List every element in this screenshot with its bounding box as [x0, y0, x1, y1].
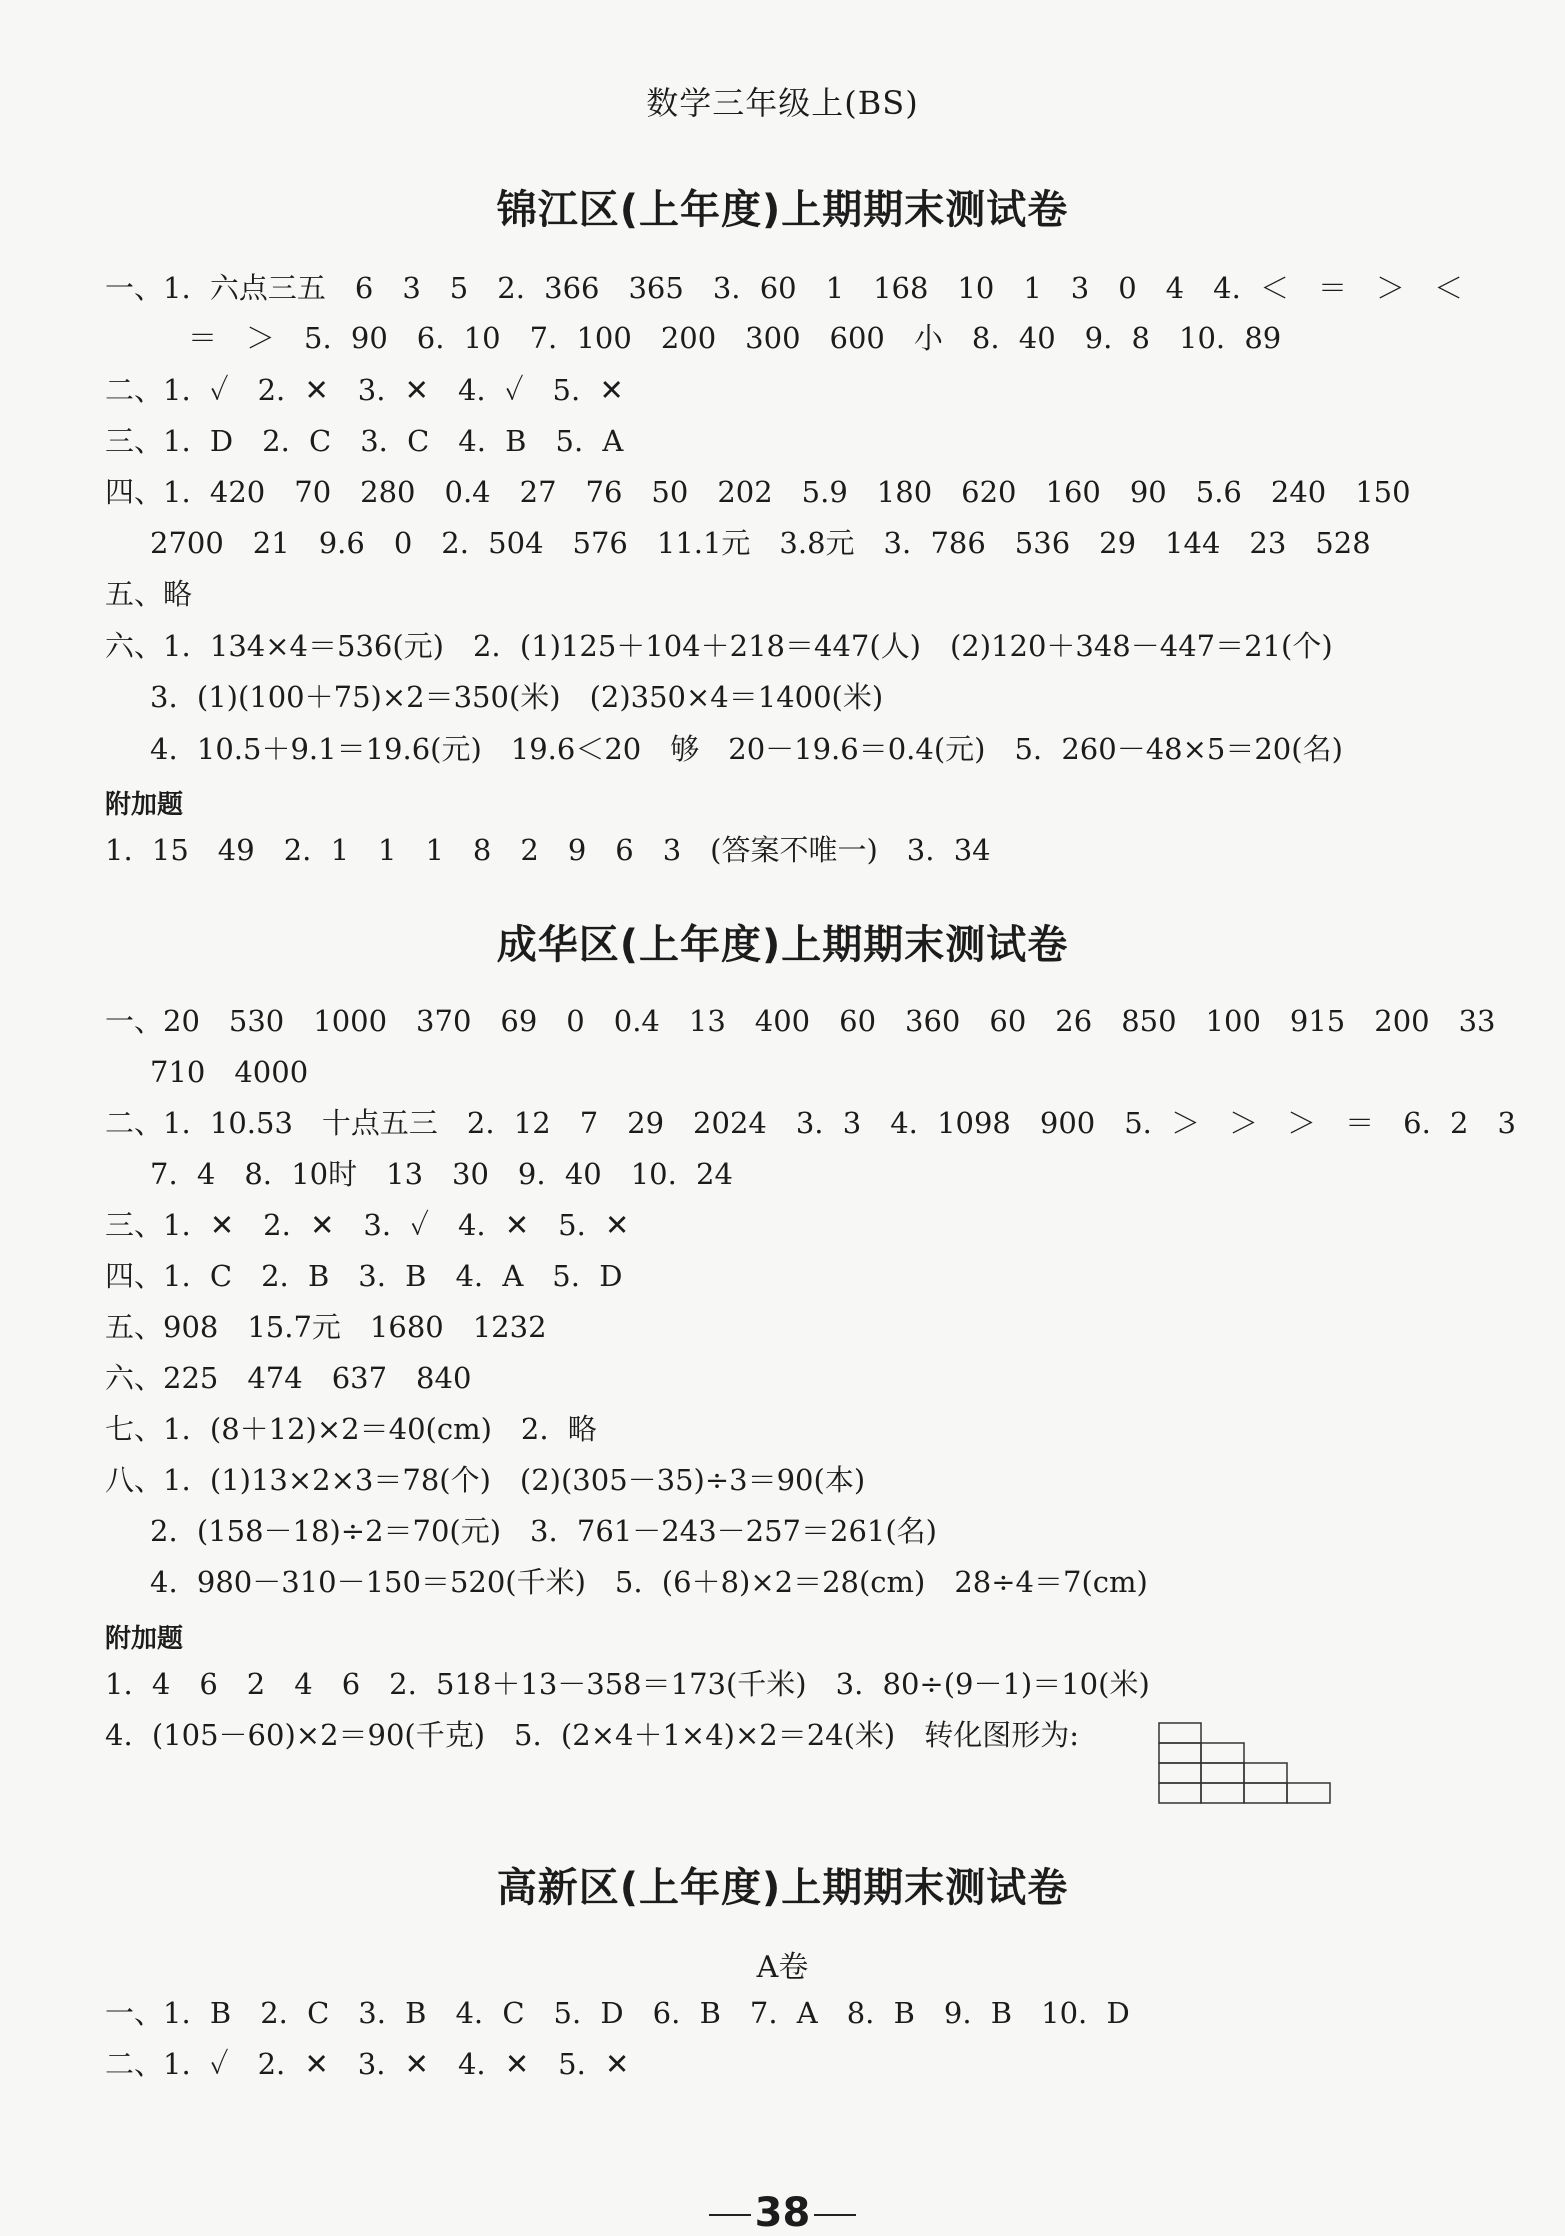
section-title-jinjiang: 锦江区(上年度)上期期末测试卷: [496, 187, 1069, 233]
answer-line: 三、1. ✕ 2. ✕ 3. ✓ 4. ✕ 5. ✕: [105, 1208, 630, 1242]
answer-line: 八、1. (1)13×2×3＝78(个) (2)(305－35)÷3＝90(本): [105, 1463, 866, 1497]
answer-line: 1. 4 6 2 4 6 2. 518＋13－358＝173(千米) 3. 80÷(9－1)＝10(米): [105, 1667, 1150, 1701]
answer-line: 六、1. 134×4＝536(元) 2. (1)125＋104＋218＝447(人) (2)120＋348－447＝21(个): [105, 629, 1333, 663]
section-title-chenghua: 成华区(上年度)上期期末测试卷: [496, 922, 1069, 968]
page-header: 数学三年级上(BS): [646, 84, 919, 122]
section-title-gaoxin: 高新区(上年度)上期期末测试卷: [496, 1865, 1069, 1911]
section-subtitle: A卷: [756, 1950, 809, 1985]
answer-line: 五、908 15.7元 1680 1232: [105, 1310, 547, 1344]
answer-line: 六、225 474 637 840: [105, 1361, 472, 1395]
answer-line: 7. 4 8. 10时 13 30 9. 40 10. 24: [150, 1157, 733, 1191]
answer-line: 710 4000: [150, 1055, 309, 1089]
staircase-grid-figure: [1158, 1722, 1338, 1812]
answer-line: 4. 10.5＋9.1＝19.6(元) 19.6＜20 够 20－19.6＝0.4(元) 5. 260－48×5＝20(名): [150, 732, 1343, 766]
page-number-text: 38: [754, 2190, 811, 2236]
dash-left: [709, 2214, 751, 2216]
answer-line: 1. 15 49 2. 1 1 1 8 2 9 6 3 (答案不唯一) 3. 34: [105, 833, 991, 867]
answer-line: 3. (1)(100＋75)×2＝350(米) (2)350×4＝1400(米): [150, 680, 884, 714]
answer-line: 2. (158－18)÷2＝70(元) 3. 761－243－257＝261(名): [150, 1514, 937, 1548]
answer-line: 二、1. ✓ 2. ✕ 3. ✕ 4. ✕ 5. ✕: [105, 2047, 630, 2081]
answer-line: 五、略: [105, 577, 193, 611]
answer-line: 三、1. D 2. C 3. C 4. B 5. A: [105, 424, 624, 458]
answer-line: 四、1. C 2. B 3. B 4. A 5. D: [105, 1259, 623, 1293]
dash-right: [814, 2214, 856, 2216]
answer-line: 2700 21 9.6 0 2. 504 576 11.1元 3.8元 3. 786 536 29 144 23 528: [150, 526, 1371, 560]
answer-line: 二、1. ✓ 2. ✕ 3. ✕ 4. ✓ 5. ✕: [105, 373, 624, 407]
page-number: [0, 2190, 1565, 2236]
bonus-label: 附加题: [105, 790, 184, 820]
answer-line: 四、1. 420 70 280 0.4 27 76 50 202 5.9 180 620 160 90 5.6 240 150: [105, 475, 1411, 509]
answer-line: 一、20 530 1000 370 69 0 0.4 13 400 60 360 60 26 850 100 915 200 33: [105, 1004, 1496, 1038]
answer-line: 一、1. B 2. C 3. B 4. C 5. D 6. B 7. A 8. B 9. B 10. D: [105, 1996, 1130, 2030]
answer-line: ＝ ＞ 5. 90 6. 10 7. 100 200 300 600 小 8. 40 9. 8 10. 89: [188, 321, 1282, 355]
answer-line: 二、1. 10.53 十点五三 2. 12 7 29 2024 3. 3 4. 1098 900 5. ＞ ＞ ＞ ＝ 6. 2 3: [105, 1106, 1516, 1140]
answer-line: 4. (105－60)×2＝90(千克) 5. (2×4＋1×4)×2＝24(米) 转化图形为:: [105, 1718, 1080, 1752]
answer-line: 七、1. (8＋12)×2＝40(cm) 2. 略: [105, 1412, 597, 1446]
bonus-label: 附加题: [105, 1624, 184, 1654]
answer-line: 4. 980－310－150＝520(千米) 5. (6＋8)×2＝28(cm) 28÷4＝7(cm): [150, 1565, 1148, 1599]
answer-line: 一、1. 六点三五 6 3 5 2. 366 365 3. 60 1 168 10 1 3 0 4 4. ＜ ＝ ＞ ＜: [105, 271, 1464, 305]
